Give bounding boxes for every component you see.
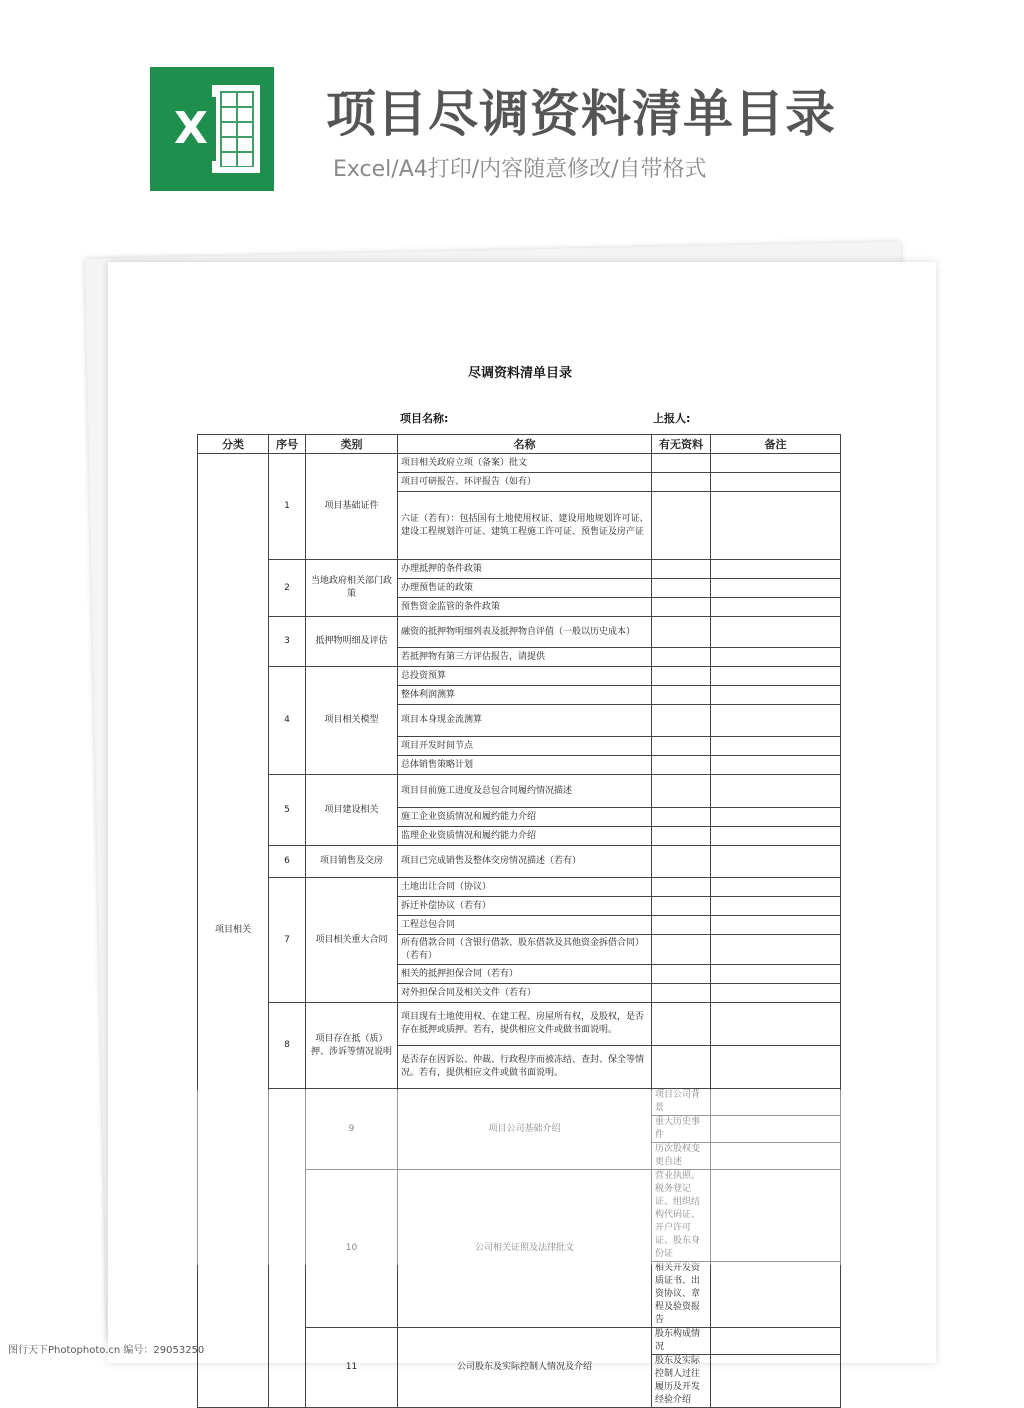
has-material-cell[interactable]	[652, 775, 711, 808]
remarks-cell[interactable]	[711, 775, 841, 808]
category-cell-2	[269, 1089, 306, 1408]
remarks-cell[interactable]	[711, 897, 841, 916]
remarks-cell[interactable]	[711, 667, 841, 686]
has-material-cell[interactable]	[652, 686, 711, 705]
type-cell: 项目基础证件	[306, 454, 398, 560]
has-material-cell[interactable]	[652, 454, 711, 473]
table-row	[198, 454, 841, 473]
has-material-cell[interactable]	[652, 667, 711, 686]
type-cell: 当地政府相关部门政策	[306, 560, 398, 617]
table-row	[198, 667, 841, 686]
item-name: 项目本身现金流测算	[398, 705, 652, 737]
number-cell: 5	[269, 775, 306, 846]
type-cell: 项目销售及交房	[306, 846, 398, 878]
remarks-cell[interactable]	[711, 648, 841, 667]
has-material-cell[interactable]	[711, 1116, 841, 1143]
item-name: 项目公司背景	[652, 1089, 711, 1116]
remarks-cell[interactable]	[711, 965, 841, 984]
logo-grid	[220, 91, 254, 167]
item-name: 重大历史事件	[652, 1116, 711, 1143]
header-type: 类别	[306, 435, 398, 454]
has-material-cell[interactable]	[652, 1046, 711, 1089]
remarks-cell[interactable]	[711, 846, 841, 878]
remarks-cell[interactable]	[711, 579, 841, 598]
remarks-cell[interactable]	[711, 808, 841, 827]
type-cell: 项目公司基础介绍	[398, 1089, 652, 1170]
document-title: 尽调资料清单目录	[467, 366, 572, 381]
item-name: 办理预售证的政策	[398, 579, 652, 598]
type-cell: 项目建设相关	[306, 775, 398, 846]
has-material-cell[interactable]	[711, 1328, 841, 1355]
type-cell: 公司股东及实际控制人情况及介绍	[398, 1328, 652, 1408]
item-name: 项目已完成销售及整体交房情况描述（若有）	[398, 846, 652, 878]
has-material-cell[interactable]	[652, 756, 711, 775]
number-cell: 4	[269, 667, 306, 775]
has-material-cell[interactable]	[711, 1170, 841, 1262]
remarks-cell[interactable]	[711, 935, 841, 965]
item-name: 对外担保合同及相关文件（若有）	[398, 984, 652, 1003]
header-number: 序号	[269, 435, 306, 454]
has-material-cell[interactable]	[652, 846, 711, 878]
table-row	[198, 617, 841, 648]
table-row	[198, 560, 841, 579]
remarks-cell[interactable]	[711, 492, 841, 560]
item-name: 办理抵押的条件政策	[398, 560, 652, 579]
number-cell: 6	[269, 846, 306, 878]
remarks-cell[interactable]	[711, 686, 841, 705]
item-name: 监理企业资质情况和履约能力介绍	[398, 827, 652, 846]
item-name: 总体销售策略计划	[398, 756, 652, 775]
type-cell: 项目相关模型	[306, 667, 398, 775]
remarks-cell[interactable]	[711, 737, 841, 756]
has-material-cell[interactable]	[652, 598, 711, 617]
item-name: 总投资预算	[398, 667, 652, 686]
has-material-cell[interactable]	[652, 808, 711, 827]
number-cell: 7	[269, 878, 306, 1003]
item-name: 项目可研报告、环评报告（如有）	[398, 473, 652, 492]
has-material-cell[interactable]	[711, 1089, 841, 1116]
remarks-cell[interactable]	[711, 454, 841, 473]
item-name: 预售资金监管的条件政策	[398, 598, 652, 617]
has-material-cell[interactable]	[652, 648, 711, 667]
table-header-row	[198, 435, 841, 454]
number-cell: 10	[306, 1170, 398, 1328]
item-name: 施工企业资质情况和履约能力介绍	[398, 808, 652, 827]
has-material-cell[interactable]	[711, 1143, 841, 1170]
item-name: 相关的抵押担保合同（若有）	[398, 965, 652, 984]
item-name: 工程总包合同	[398, 916, 652, 935]
table-row	[198, 878, 841, 897]
number-cell: 8	[269, 1003, 306, 1089]
type-cell: 抵押物明细及评估	[306, 617, 398, 667]
remarks-cell[interactable]	[711, 598, 841, 617]
page-title: 项目尽调资料清单目录	[326, 85, 836, 143]
number-cell: 9	[306, 1089, 398, 1170]
has-material-cell[interactable]	[711, 1355, 841, 1408]
has-material-cell[interactable]	[652, 878, 711, 897]
item-name: 是否存在因诉讼、仲裁、行政程序而被冻结、查封、保全等情况。若有，提供相应文件或做书面说明。	[398, 1046, 652, 1089]
item-name: 营业执照、税务登记证、组织结构代码证、开户许可证、股东身份证	[652, 1170, 711, 1262]
remarks-cell[interactable]	[711, 756, 841, 775]
has-material-cell[interactable]	[652, 579, 711, 598]
type-cell: 公司相关证照及法律批文	[398, 1170, 652, 1328]
has-material-cell[interactable]	[652, 617, 711, 648]
remarks-cell[interactable]	[711, 560, 841, 579]
table-row	[198, 1003, 841, 1046]
item-name: 所有借款合同（含银行借款、股东借款及其他资金拆借合同）（若有）	[398, 935, 652, 965]
item-name: 项目相关政府立项（备案）批文	[398, 454, 652, 473]
item-name: 六证（若有）：包括国有土地使用权证、建设用地规划许可证、建设工程规划许可证、建筑工程施工许可证、预售证及房产证	[398, 492, 652, 560]
has-material-cell[interactable]	[652, 473, 711, 492]
checklist-table	[197, 434, 841, 1408]
item-name: 融资的抵押物明细列表及抵押物自评值（一般以历史成本）	[398, 617, 652, 648]
item-name: 土地出让合同（协议）	[398, 878, 652, 897]
reporter-label: 上报人:	[653, 412, 691, 425]
has-material-cell[interactable]	[652, 1003, 711, 1046]
has-material-cell[interactable]	[652, 897, 711, 916]
excel-logo	[150, 67, 274, 191]
number-cell: 1	[269, 454, 306, 560]
remarks-cell[interactable]	[711, 1046, 841, 1089]
has-material-cell[interactable]	[711, 1262, 841, 1328]
table-row	[198, 846, 841, 878]
has-material-cell[interactable]	[652, 827, 711, 846]
table-row	[198, 775, 841, 808]
has-material-cell[interactable]	[652, 492, 711, 560]
type-cell: 项目存在抵（质）押、涉诉等情况说明	[306, 1003, 398, 1089]
header-remarks: 备注	[711, 435, 841, 454]
remarks-cell[interactable]	[711, 473, 841, 492]
item-name: 项目目前施工进度及总包合同履约情况描述	[398, 775, 652, 808]
has-material-cell[interactable]	[652, 935, 711, 965]
table-row	[198, 1089, 841, 1116]
item-name: 股东及实际控制人过往履历及开发经验介绍	[652, 1355, 711, 1408]
remarks-cell[interactable]	[711, 617, 841, 648]
remarks-cell[interactable]	[711, 916, 841, 935]
has-material-cell[interactable]	[652, 705, 711, 737]
remarks-cell[interactable]	[711, 827, 841, 846]
item-name: 股东构成情况	[652, 1328, 711, 1355]
project-name-label: 项目名称:	[400, 412, 449, 425]
has-material-cell[interactable]	[652, 916, 711, 935]
has-material-cell[interactable]	[652, 965, 711, 984]
remarks-cell[interactable]	[711, 705, 841, 737]
item-name: 整体利润测算	[398, 686, 652, 705]
number-cell: 11	[306, 1328, 398, 1408]
page-subtitle: Excel/A4打印/内容随意修改/自带格式	[333, 157, 707, 182]
type-cell: 项目相关重大合同	[306, 878, 398, 1003]
item-name: 项目开发时间节点	[398, 737, 652, 756]
logo-letter: X	[166, 97, 216, 161]
header-name: 名称	[398, 435, 652, 454]
has-material-cell[interactable]	[652, 984, 711, 1003]
watermark-footer: 图行天下Photophoto.cn 编号：29053250	[8, 1345, 205, 1356]
has-material-cell[interactable]	[652, 560, 711, 579]
number-cell: 2	[269, 560, 306, 617]
has-material-cell[interactable]	[652, 737, 711, 756]
remarks-cell[interactable]	[711, 984, 841, 1003]
remarks-cell[interactable]	[711, 1003, 841, 1046]
header-has-material: 有无资料	[652, 435, 711, 454]
item-name: 历次股权变更自述	[652, 1143, 711, 1170]
remarks-cell[interactable]	[711, 878, 841, 897]
item-name: 相关开发资质证书、出资协议、章程及验资报告	[652, 1262, 711, 1328]
item-name: 若抵押物有第三方评估报告，请提供	[398, 648, 652, 667]
number-cell: 3	[269, 617, 306, 667]
header-category: 分类	[198, 435, 269, 454]
item-name: 项目现有土地使用权、在建工程、房屋所有权，及股权，是否存在抵押或质押。若有，提供相应文件或做书面说明。	[398, 1003, 652, 1046]
category-cell: 项目相关	[198, 454, 269, 1408]
item-name: 拆迁补偿协议（若有）	[398, 897, 652, 916]
